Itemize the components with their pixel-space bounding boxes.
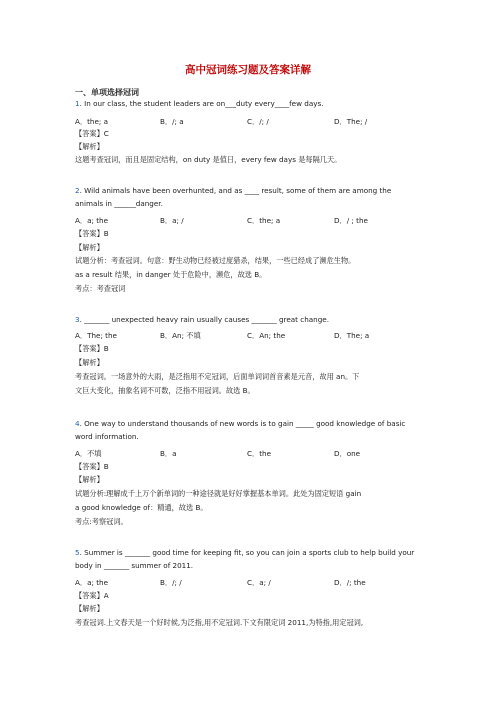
page-title: 高中冠词练习题及答案详解 bbox=[185, 64, 311, 76]
option-a: A．The; the bbox=[75, 331, 117, 340]
answer: 【答案】B bbox=[75, 462, 109, 471]
option-d: D．The; a bbox=[334, 331, 370, 340]
option-d: D．/ ; the bbox=[334, 216, 368, 225]
option-b: B．a bbox=[160, 449, 177, 458]
question-number: 3 bbox=[75, 315, 80, 324]
question-number: 5 bbox=[75, 548, 80, 557]
option-b: B．/; / bbox=[160, 578, 182, 587]
option-d: D．one bbox=[334, 449, 361, 458]
section-heading: 一、单项选择冠词 bbox=[75, 88, 139, 97]
explanation-line: 试题分析：考查冠词。句意：野生动物已经被过度猎杀，结果，一些已经成了濒危生物。 bbox=[75, 256, 356, 265]
question-4-stem: 4. One way to understand thousands of new words is to gain _____ good knowledge of basic bbox=[75, 419, 406, 428]
question-2-stem: 2. Wild animals have been overhunted, and as ____ result, some of them are among the bbox=[75, 186, 392, 195]
answer: 【答案】B bbox=[75, 229, 109, 238]
analysis-label: 【解析】 bbox=[75, 243, 104, 252]
option-b: B．An; 不填 bbox=[160, 331, 201, 340]
analysis-label: 【解析】 bbox=[75, 142, 104, 151]
analysis-label: 【解析】 bbox=[75, 604, 104, 613]
explanation-line: 这题考查冠词，而且是固定结构，on duty 是值日，every few days 是每隔几天。 bbox=[75, 155, 342, 164]
option-c: C．/; / bbox=[247, 117, 269, 126]
option-b: B．/; a bbox=[160, 117, 184, 126]
explanation-line: as a result 结果，in danger 处于危险中，濒危，故选 B。 bbox=[75, 270, 267, 279]
option-d: D．The; / bbox=[334, 117, 368, 126]
question-number: 4 bbox=[75, 419, 80, 428]
question-1-stem: 1. In our class, the student leaders are on___duty every____few days. bbox=[75, 99, 324, 108]
explanation-line: 考查冠词.上文春天是一个好时候,为泛指,用不定冠词.下文有限定词 2011,为特指,用定冠词, bbox=[75, 618, 364, 627]
analysis-label: 【解析】 bbox=[75, 475, 104, 484]
question-4-stem-cont: word information. bbox=[75, 432, 139, 441]
option-c: C．a; / bbox=[247, 578, 271, 587]
question-3-stem: 3. _______ unexpected heavy rain usually causes _______ great change. bbox=[75, 315, 330, 324]
question-2-stem-cont: animals in ______danger. bbox=[75, 199, 163, 208]
question-5-stem-cont: body in _______ summer of 2011. bbox=[75, 561, 194, 570]
option-a: A．the; a bbox=[75, 117, 109, 126]
question-number: 2 bbox=[75, 186, 80, 195]
answer: 【答案】C bbox=[75, 129, 109, 138]
option-b: B．a; / bbox=[160, 216, 184, 225]
option-c: C．the bbox=[247, 449, 272, 458]
analysis-label: 【解析】 bbox=[75, 358, 104, 367]
explanation-line: 试题分析:理解成千上万个新单词的一种途径就是好好掌握基本单词。此处为固定短语 gain bbox=[75, 489, 362, 498]
answer: 【答案】A bbox=[75, 591, 109, 600]
explanation-line: 考点:考察冠词。 bbox=[75, 517, 128, 526]
option-c: C．An; the bbox=[247, 331, 286, 340]
option-d: D．/; the bbox=[334, 578, 366, 587]
question-number: 1 bbox=[75, 99, 80, 108]
question-5-stem: 5. Summer is _______ good time for keeping fit, so you can join a sports club to help build your bbox=[75, 548, 415, 557]
explanation-line: a good knowledge of：精通，故选 B。 bbox=[75, 503, 208, 512]
option-a: A．a; the bbox=[75, 216, 109, 225]
option-a: A．a; the bbox=[75, 578, 109, 587]
option-c: C．the; a bbox=[247, 216, 281, 225]
explanation-line: 文巨大变化，抽象名词不可数，泛指不用冠词。故选 B。 bbox=[75, 386, 255, 395]
explanation-line: 考查冠词。一场意外的大雨，是泛指用不定冠词，后面单词词首音素是元音，故用 an。下 bbox=[75, 372, 360, 381]
option-a: A．不填 bbox=[75, 449, 102, 458]
answer: 【答案】B bbox=[75, 344, 109, 353]
explanation-line: 考点：考查冠词 bbox=[75, 284, 126, 293]
